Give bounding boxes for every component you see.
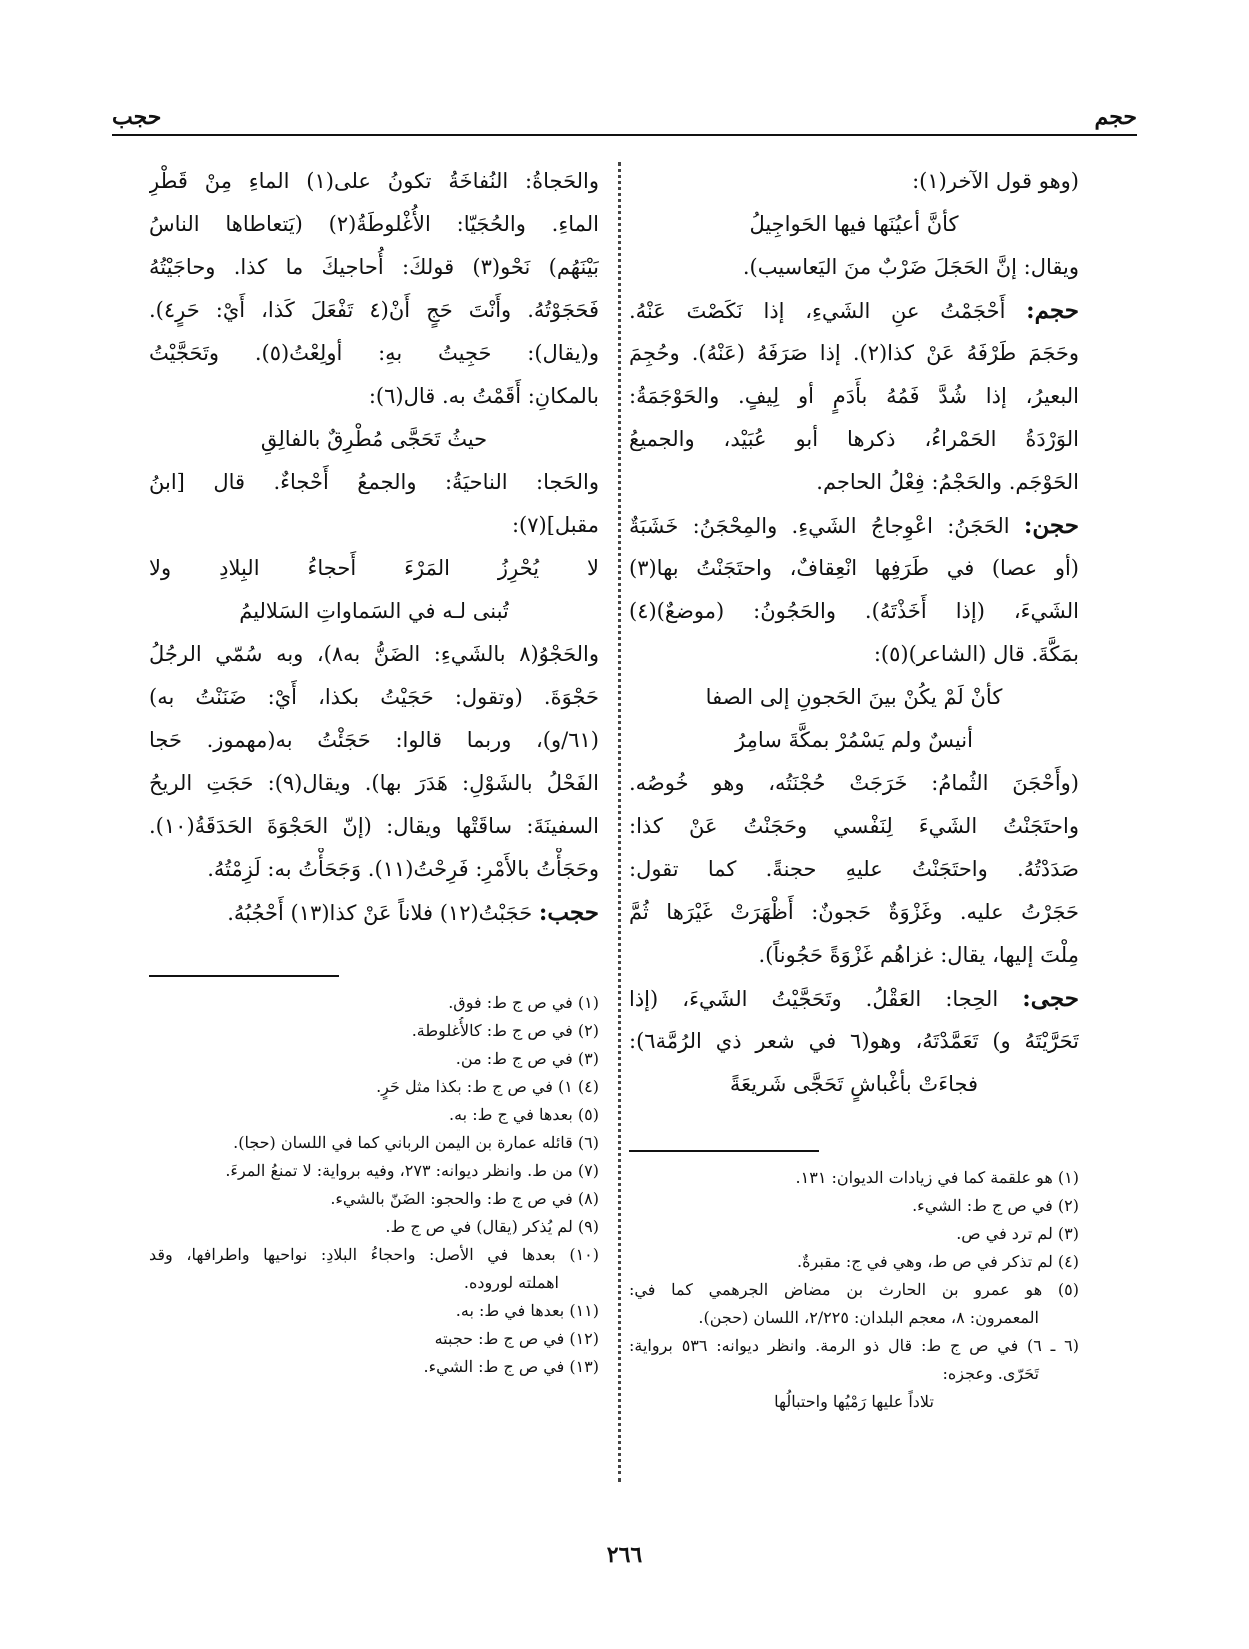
footnote: (٢) في ص ج ط: كالأُغلوطة. [411, 1021, 599, 1040]
footnote: تلاداً عليها رَمْيُها واحتبالُها [774, 1392, 934, 1411]
line-text: الفَحْلُ بالشَوْلِ: هَدَرَ بها). ويقال(٩): حَجَتِ الريحُ [149, 771, 599, 795]
footnote: (١٢) في ص ج ط: حجبته [434, 1329, 599, 1348]
footnote: (١١) بعدها في ط: به. [455, 1301, 599, 1320]
text-line [149, 633, 599, 676]
line-text: البعيرُ، إذا شُدَّ فَمُهُ بأَدَمٍ أو لِيفٍ. والحَوْجَمَةُ: [629, 384, 1079, 408]
line-text: صَدَدْتُهُ. واحتَجَنْتُ عليهِ حجنةً. كما تقول: [629, 857, 1079, 881]
headword: حجم: [1026, 297, 1079, 324]
verse-line [629, 719, 1079, 762]
line-text: كأنَّ أعيُنَها فيها الحَواجِيلُ [749, 212, 959, 236]
headword: حجب: [538, 899, 599, 926]
text-line [149, 332, 599, 375]
line-text: تَحَرَّيْتَهُ و) تَعَمَّدْتَهُ، وهو(٦ في شعر ذي الرُمَّة٦): [629, 1029, 1079, 1053]
line-text: مقبل](٧): [511, 513, 599, 537]
line-text: السفينَةَ: ساقَتْها ويقال: (إنّ الحَجْوَةَ الحَدَقَةُ(١٠). [149, 814, 599, 838]
line-text: لا يُحْرِزُ المَرْءَ أَحجاءُ البِلادِ ولا [149, 556, 599, 580]
footnote: (٣) لم ترد في ص. [956, 1224, 1079, 1243]
footnote: (٩) لم يُذكر (يقال) في ص ج ط. [385, 1217, 599, 1236]
text-line [629, 547, 1079, 590]
headword: حجن: [1023, 512, 1079, 539]
footnote: (٢) في ص ج ط: الشيء. [912, 1196, 1079, 1215]
text-line [149, 848, 599, 891]
line-text: حيثُ تَحَجَّى مُطْرِقٌ بالفالِقِ [260, 427, 488, 451]
text-line [149, 805, 599, 848]
text-line [629, 461, 1079, 504]
text-line [629, 504, 1079, 547]
footnote-rule [629, 1150, 819, 1152]
line-text: حَجْوَةَ. (وتقول: حَجَيْتُ بكذا، أَيْ: ضَنَنْتُ به) [149, 685, 599, 709]
line-text: واحتَجَنْتُ الشَيءَ لِنَفْسي وحَجَنْتُ عَنْ كذا: [629, 814, 1079, 838]
line-text: و(يقال): حَجِيتُ بهِ: أولِعْتُ(٥). وتَحَجَّيْتُ [149, 341, 599, 365]
text-line [629, 246, 1079, 289]
footnote: (٨) في ص ج ط: والحجو: الضَنّ بالشيء. [330, 1189, 599, 1208]
text-line [149, 203, 599, 246]
line-text: الحَجَنُ: اعْوِجاجُ الشَيءِ. والمِحْجَنُ: خَشَبَةٌ [629, 514, 1010, 538]
text-line [629, 160, 1079, 203]
text-line [149, 289, 599, 332]
page-number: ٢٦٦ [606, 1542, 643, 1568]
footnote: (٧) من ط. وانظر ديوانه: ٢٧٣، وفيه برواية: لا تمنعُ المرءَ. [225, 1161, 599, 1180]
line-text: الماءِ. والحُجَيّا: الأُغْلوطَةُ(٢) (يَتعاطاها الناسُ [149, 212, 599, 236]
footnote: (٤) لم تذكر في ص ط، وهي في ج: مقبرةٌ. [797, 1252, 1079, 1271]
footnotes-right [629, 1150, 1079, 1416]
text-line [149, 676, 599, 719]
footnote-rule [149, 975, 339, 977]
text-line [629, 891, 1079, 934]
footnote: اهملته لوروده. [463, 1273, 559, 1292]
line-text: الوَرْدَةُ الحَمْراءُ، ذكرها أبو عُبَيْد، والجميعُ [629, 427, 1079, 451]
footnotes-left [149, 975, 599, 1381]
text-line [149, 504, 599, 547]
footnote: (٥) هو عمرو بن الحارث بن مضاض الجرهمي كما في: [629, 1280, 1079, 1299]
text-line [149, 246, 599, 289]
verse-line [629, 203, 1079, 246]
line-text: حَجَرْتُ عليه. وغَزْوَةٌ حَجونٌ: أَظْهَرَتْ غَيْرَها ثُمَّ [629, 900, 1079, 924]
line-text: الحِجا: العَقْلُ. وتَحَجَّيْتُ الشَيءَ، (إذا [629, 987, 999, 1011]
text-line [629, 1020, 1079, 1063]
footnote: (١) في ص ج ط: فوق. [448, 993, 599, 1012]
line-text: كأنْ لَمْ يكُنْ بينَ الحَجونِ إلى الصفا [705, 685, 1003, 709]
line-text: مِلْتَ إليها، يقال: غزاهُم غَزْوَةً حَجُوناً). [758, 943, 1079, 967]
line-text: فجاءَتْ بأغْباشٍ تَحَجَّى شَريعَةً [729, 1072, 979, 1096]
footnote: المعمرون: ٨، معجم البلدان: ٢/٢٢٥، اللسان (حجن). [698, 1308, 1039, 1327]
text-line [149, 160, 599, 203]
line-text: فَحَجَوْتُهُ. وأَنْتَ حَجٍ أَنْ(٤ تَفْعَلَ كَذا، أَيْ: حَرٍ٤). [149, 298, 599, 322]
text-line [629, 934, 1079, 977]
line-text: وحَجَأْتُ بالأَمْرِ: فَرِحْتُ(١١). وَجَحَأْتُ به: لَزِمْتُهُ. [207, 857, 599, 881]
line-text: وحَجَمَ طَرْفَهُ عَنْ كذا(٢). إذا صَرَفَهُ (عَنْهُ). وحُجِمَ [629, 341, 1079, 365]
line-text: حَجَبْتُ(١٢) فلاناً عَنْ كذا(١٣) أَحْجُبُهُ. [227, 901, 533, 925]
text-line [149, 547, 599, 590]
column-divider [618, 162, 621, 1482]
footnote: (١٣) في ص ج ط: الشيء. [423, 1357, 599, 1376]
line-text: (وهو قول الآخر(١): [912, 169, 1079, 193]
footnote: (١) هو علقمة كما في زيادات الديوان: ١٣١. [795, 1168, 1079, 1187]
footnote: (٦ ـ ٦) في ص ج ط: قال ذو الرمة. وانظر ديوانه: ٥٣٦ برواية: [629, 1336, 1079, 1355]
line-text: والحَجا: الناحيَةُ: والجمعُ أَحْجاءٌ. قال [ابنُ [149, 470, 599, 494]
line-text: بمَكَّةَ. قال (الشاعر)(٥): [873, 642, 1079, 666]
verse-line [149, 590, 599, 633]
text-line [629, 418, 1079, 461]
verse-line [149, 418, 599, 461]
text-line [149, 461, 599, 504]
text-line [629, 590, 1079, 633]
text-line [149, 375, 599, 418]
left-column [149, 160, 599, 934]
running-header-left: حجب [112, 104, 162, 130]
headword: حجى: [1022, 985, 1079, 1012]
text-line [629, 289, 1079, 332]
line-text: والحَجاةُ: النُفاخَةُ تكونُ على(١) الماءِ مِنْ قَطْرِ [149, 169, 599, 193]
footnote: (٤) ١) في ص ج ط: بكذا مثل حَرٍ. [376, 1077, 599, 1096]
line-text: (وأَحْجَنَ الثُمامُ: خَرَجَتْ حُجْنَتُه، وهو خُوصُه. [629, 771, 1079, 795]
text-line [629, 332, 1079, 375]
line-text: تُبنى لـه في السَماواتِ السَلاليمُ [239, 599, 509, 623]
text-line [149, 719, 599, 762]
footnote: (٥) بعدها في ج ط: به. [448, 1105, 599, 1124]
right-column [629, 160, 1079, 1106]
line-text: أنيسٌ ولم يَسْمُرْ بمكَّةَ سامِرُ [735, 728, 973, 752]
footnote: (٣) في ص ج ط: من. [455, 1049, 599, 1068]
text-line [149, 762, 599, 805]
line-text: (٦١/و)، وربما قالوا: حَجَئْتُ به(مهموز. حَجا [149, 728, 599, 752]
line-text: الشَيءَ، (إذا أَخَذْتَهُ). والحَجُونُ: (موضعٌ)(٤) [629, 599, 1079, 623]
line-text: والحَجْوُ(٨ بالشَيءِ: الضَنُّ به٨)، وبه سُمّي الرجُلُ [149, 642, 599, 666]
line-text: (أو عصا) في طَرَفِها انْعِقافٌ، واحتَجَنْتُ بها(٣) [629, 556, 1079, 580]
text-line [149, 891, 599, 934]
footnote: (٦) قائله عمارة بن اليمن الرباني كما في اللسان (حجا). [233, 1133, 599, 1152]
line-text: الحَوْجَم. والحَجْمُ: فِعْلُ الحاجم. [816, 470, 1079, 494]
text-line [629, 848, 1079, 891]
text-line [629, 977, 1079, 1020]
text-line [629, 633, 1079, 676]
line-text: بَيْنَهُم) نَحْو(٣) قولكَ: أُحاجيكَ ما كذا. وحاجَيْتُهُ [149, 255, 599, 279]
text-line [629, 805, 1079, 848]
running-header [112, 104, 1137, 136]
footnote: تَحَرّى. وعجزه: [942, 1364, 1039, 1383]
text-line [629, 762, 1079, 805]
verse-line [629, 1063, 1079, 1106]
line-text: ويقال: إنَّ الحَجَلَ ضَرْبٌ منَ اليَعاسيب). [742, 255, 1079, 279]
line-text: بالمكانِ: أَقَمْتُ به. قال(٦): [368, 384, 599, 408]
running-header-right: حجم [1094, 104, 1137, 130]
text-line [629, 375, 1079, 418]
line-text: أَحْجَمْتُ عنِ الشَيءِ، إذا نَكَصْتَ عَنْهُ. [629, 299, 1006, 323]
verse-line [629, 676, 1079, 719]
footnote: (١٠) بعدها في الأصل: واحجاءُ البلادِ: نواحيها واطرافها، وقد [149, 1245, 599, 1264]
